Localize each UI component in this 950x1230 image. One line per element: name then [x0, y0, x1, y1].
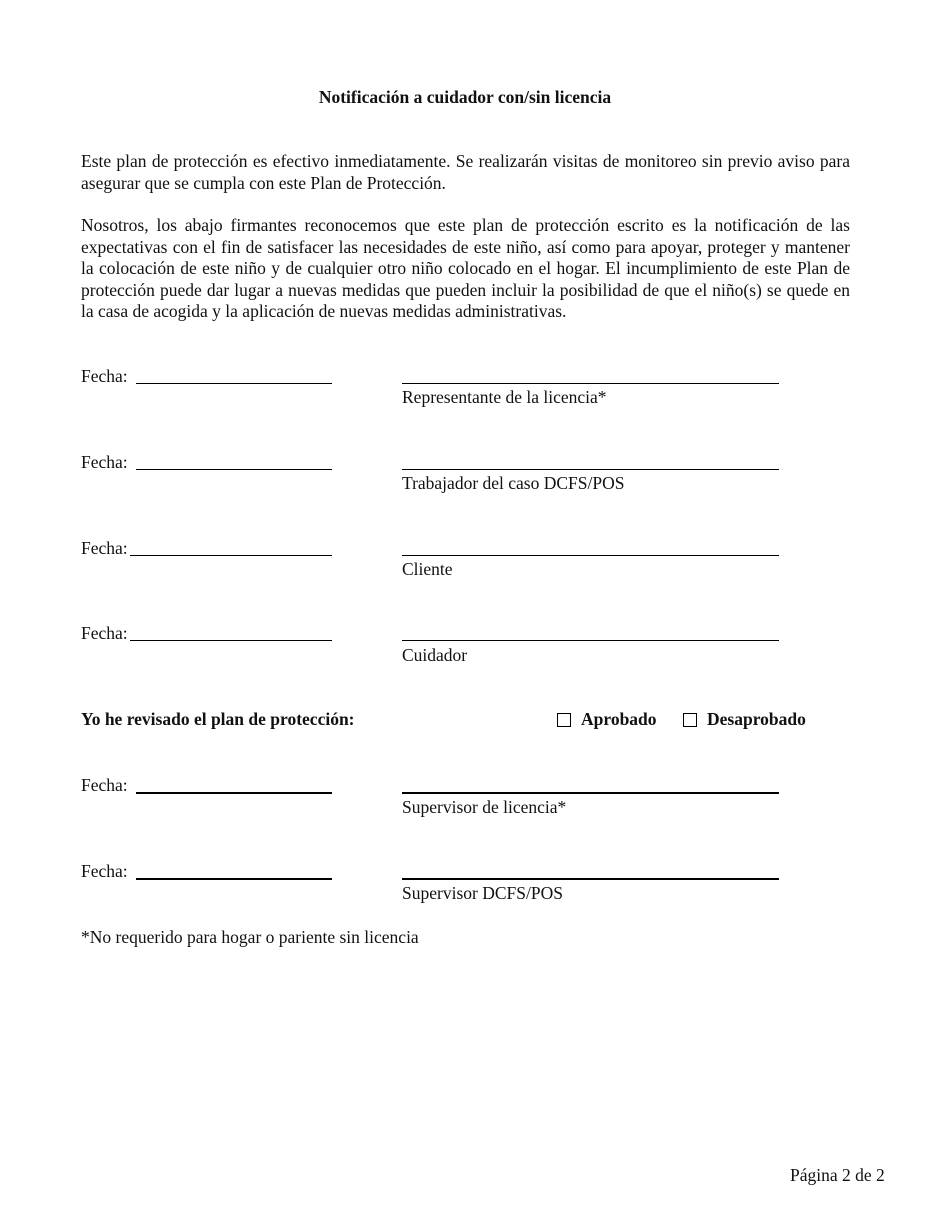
date-line-4[interactable] [130, 640, 332, 641]
approved-option[interactable] [557, 709, 657, 730]
disapproved-checkbox[interactable] [683, 713, 697, 727]
supervisor-date-label-2: Fecha: [81, 861, 128, 881]
date-line-1[interactable] [136, 383, 332, 384]
date-line-3[interactable] [130, 555, 332, 556]
supervisor-signature-line-2[interactable] [402, 878, 779, 880]
supervisor-role-1: Supervisor de licencia* [402, 797, 567, 817]
disapproved-label: Desaprobado [707, 709, 806, 729]
approved-checkbox[interactable] [557, 713, 571, 727]
supervisor-date-line-1[interactable] [136, 792, 332, 794]
signature-line-3[interactable] [402, 555, 779, 556]
page-number: Página 2 de 2 [790, 1165, 885, 1185]
date-label-2: Fecha: [81, 452, 128, 472]
signature-role-1: Representante de la licencia* [402, 387, 607, 407]
supervisor-date-line-2[interactable] [136, 878, 332, 880]
document-title: Notificación a cuidador con/sin licencia [318, 87, 612, 107]
supervisor-signature-line-1[interactable] [402, 792, 779, 794]
date-label-4: Fecha: [81, 623, 128, 643]
review-label: Yo he revisado el plan de protección: [81, 709, 355, 729]
signature-line-4[interactable] [402, 640, 779, 641]
footnote: *No requerido para hogar o pariente sin licencia [81, 927, 419, 947]
signature-role-2: Trabajador del caso DCFS/POS [402, 473, 625, 493]
date-line-2[interactable] [136, 469, 332, 470]
signature-line-2[interactable] [402, 469, 779, 470]
acknowledgement-paragraph: Nosotros, los abajo firmantes reconocemos que este plan de protección escrito es la notificación de las expectativas con el fin de satisfacer las necesidades de este niño, así como para apoyar, proteger y mantener la colocación de este niño y de cualquier otro niño colocado en el hogar. El incumplimiento de este Plan de protección puede dar lugar a nuevas medidas que pueden incluir la posibilidad de que el niño(s) se quede en la casa de acogida y la aplicación de nuevas medidas administrativas. [81, 215, 850, 321]
date-label-3: Fecha: [81, 538, 128, 558]
supervisor-date-label-1: Fecha: [81, 775, 128, 795]
date-label-1: Fecha: [81, 366, 128, 386]
supervisor-role-2: Supervisor DCFS/POS [402, 883, 563, 903]
approved-label: Aprobado [581, 709, 657, 729]
signature-role-3: Cliente [402, 559, 453, 579]
signature-role-4: Cuidador [402, 645, 468, 665]
disapproved-option[interactable] [683, 709, 806, 730]
signature-line-1[interactable] [402, 383, 779, 384]
intro-paragraph: Este plan de protección es efectivo inmediatamente. Se realizarán visitas de monitoreo sin previo aviso para asegurar que se cumpla con este Plan de Protección. [81, 151, 850, 193]
